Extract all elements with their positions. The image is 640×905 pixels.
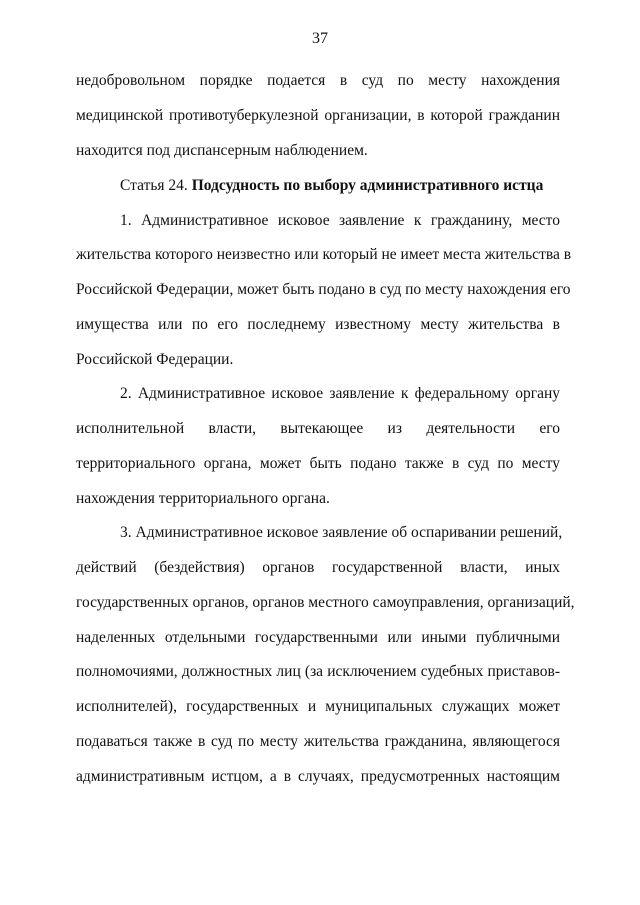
article-heading	[120, 176, 543, 196]
text-line: административным истцом, а в случаях, предусмотренных настоящим	[76, 768, 560, 785]
text-line: полномочиями, должностных лиц (за исключением судебных приставов-	[76, 663, 560, 680]
text-line: жительства которого неизвестно или который не имеет места жительства в	[76, 246, 572, 263]
text-line: имущества или по его последнему известному месту жительства в	[76, 316, 560, 333]
text-line: 2. Административное исковое заявление к федеральному органу	[120, 385, 560, 402]
page-number: 37	[312, 30, 328, 47]
text-line: государственных органов, органов местного самоуправления, организаций,	[76, 594, 575, 611]
text-line: исполнительной власти, вытекающее из деятельности его	[76, 420, 560, 437]
text-line: 3. Административное исковое заявление об оспаривании решений,	[120, 524, 563, 541]
text-line: исполнителей), государственных и муниципальных служащих может	[76, 698, 560, 715]
article-title: Подсудность по выбору административного истца	[191, 177, 544, 194]
text-line: Российской Федерации, может быть подано в суд по месту нахождения его	[76, 281, 571, 298]
text-line: наделенных отдельными государственными или иными публичными	[76, 629, 560, 646]
text-line: недобровольном порядке подается в суд по месту нахождения	[76, 72, 560, 89]
article-label: Статья 24.	[120, 177, 188, 194]
text-line: подаваться также в суд по месту жительства гражданина, являющегося	[76, 733, 560, 750]
text-line: находится под диспансерным наблюдением.	[76, 142, 368, 159]
text-line: медицинской противотуберкулезной организации, в которой гражданин	[76, 107, 560, 124]
text-line: нахождения территориального органа.	[76, 490, 330, 507]
text-line: 1. Административное исковое заявление к гражданину, место	[120, 212, 560, 229]
text-line: Российской Федерации.	[76, 351, 234, 368]
text-line: территориального органа, может быть подано также в суд по месту	[76, 455, 560, 472]
text-line: действий (бездействия) органов государственной власти, иных	[76, 559, 560, 576]
